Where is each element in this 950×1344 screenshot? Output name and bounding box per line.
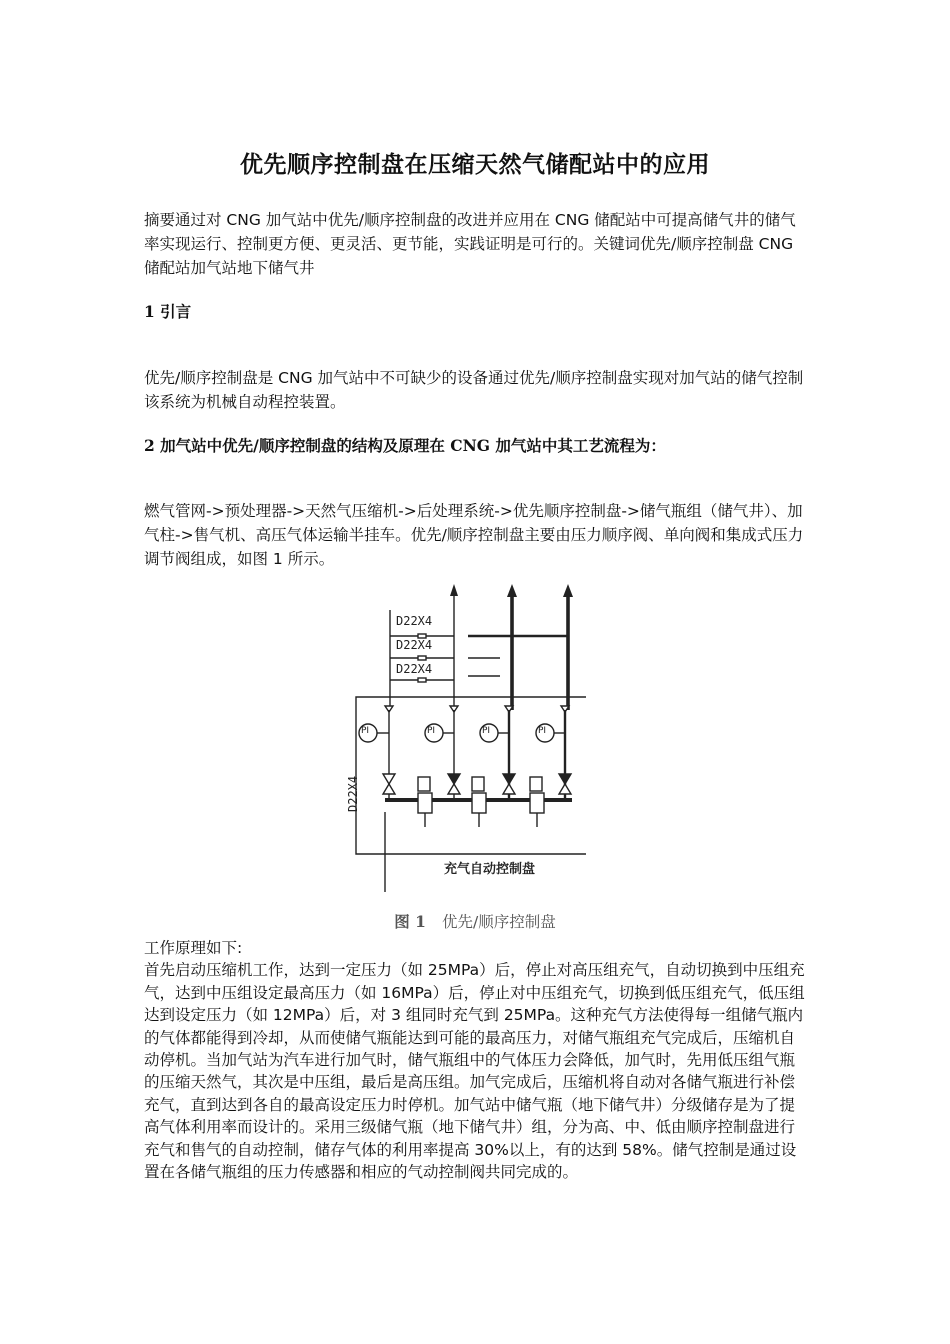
pipe-label-2: D22X4 (396, 638, 433, 652)
gauge-label-3: PI (482, 726, 491, 736)
figure-caption-text: 优先/顺序控制盘 (441, 913, 556, 931)
pipe-label-3: D22X4 (396, 662, 433, 676)
section-2-paragraph: 燃气管网->预处理器->天然气压缩机->后处理系统->优先顺序控制盘->储气瓶组（储气井）、加气柱->售气机、高压气体运输半挂车。优先/顺序控制盘主要由压力顺序阀、单向阀和集成式压力调节阀组成，如图 1 所示。 (144, 502, 804, 568)
panel-label: 充气自动控制盘 (444, 862, 536, 877)
figure-caption (0, 910, 950, 932)
section-2-heading: 2 加气站中优先/顺序控制盘的结构及原理在 CNG 加气站中其工艺流程为： (144, 436, 666, 455)
abstract-paragraph: 摘要通过对 CNG 加气站中优先/顺序控制盘的改进并应用在 CNG 储配站中可提高储气井的储气率实现运行、控制更方便、更灵活、更节能，实践证明是可行的。关键词优先/顺序控制盘 CNG 储配站加气站地下储气井 (144, 211, 796, 277)
control-panel-diagram (350, 582, 595, 900)
gauge-label-1: PI (361, 726, 370, 736)
document-title: 优先顺序控制盘在压缩天然气储配站中的应用 (240, 151, 710, 178)
principle-section (144, 937, 809, 1183)
section-1-paragraph: 优先/顺序控制盘是 CNG 加气站中不可缺少的设备通过优先/顺序控制盘实现对加气站的储气控制该系统为机械自动程控装置。 (144, 369, 804, 411)
gauge-label-2: PI (427, 726, 436, 736)
figure-number: 图 1 (394, 912, 426, 931)
section-1-heading: 1 引言 (144, 302, 192, 321)
principle-paragraph: 首先启动压缩机工作，达到一定压力（如 25MPa）后，停止对高压组充气，自动切换到中压组充气，达到中压组设定最高压力（如 16MPa）后，停止对中压组充气，切换到低压组充气，低压组达到设定压力（如 12MPa）后，对 3 组同时充气到 25MPa。这种充气方法使得每一组储气瓶内的气体都能得到冷却，从而使储气瓶能达到可能的最高压力，对储气瓶组充气完成后，压缩机自动停机。当加气站为汽车进行加气时，储气瓶组中的气体压力会降低，加气时，先用低压组气瓶的压缩天然气，其次是中压组，最后是高压组。加气完成后，压缩机将自动对各储气瓶进行补偿充气，直到达到各自的最高设定压力时停机。加气站中储气瓶（地下储气井）分级储存是为了提高气体利用率而设计的。采用三级储气瓶（地下储气井）组，分为高、中、低由顺序控制盘进行充气和售气的自动控制，储存气体的利用率提高 30%以上，有的达到 58%。储气控制是通过设置在各储气瓶组的压力传感器和相应的气动控制阀共同完成的。 (144, 961, 805, 1182)
gauge-label-4: PI (538, 726, 547, 736)
pipe-label-1: D22X4 (396, 614, 433, 628)
side-pipe-label: D22X4 (346, 775, 360, 812)
principle-intro: 工作原理如下: (144, 939, 243, 957)
